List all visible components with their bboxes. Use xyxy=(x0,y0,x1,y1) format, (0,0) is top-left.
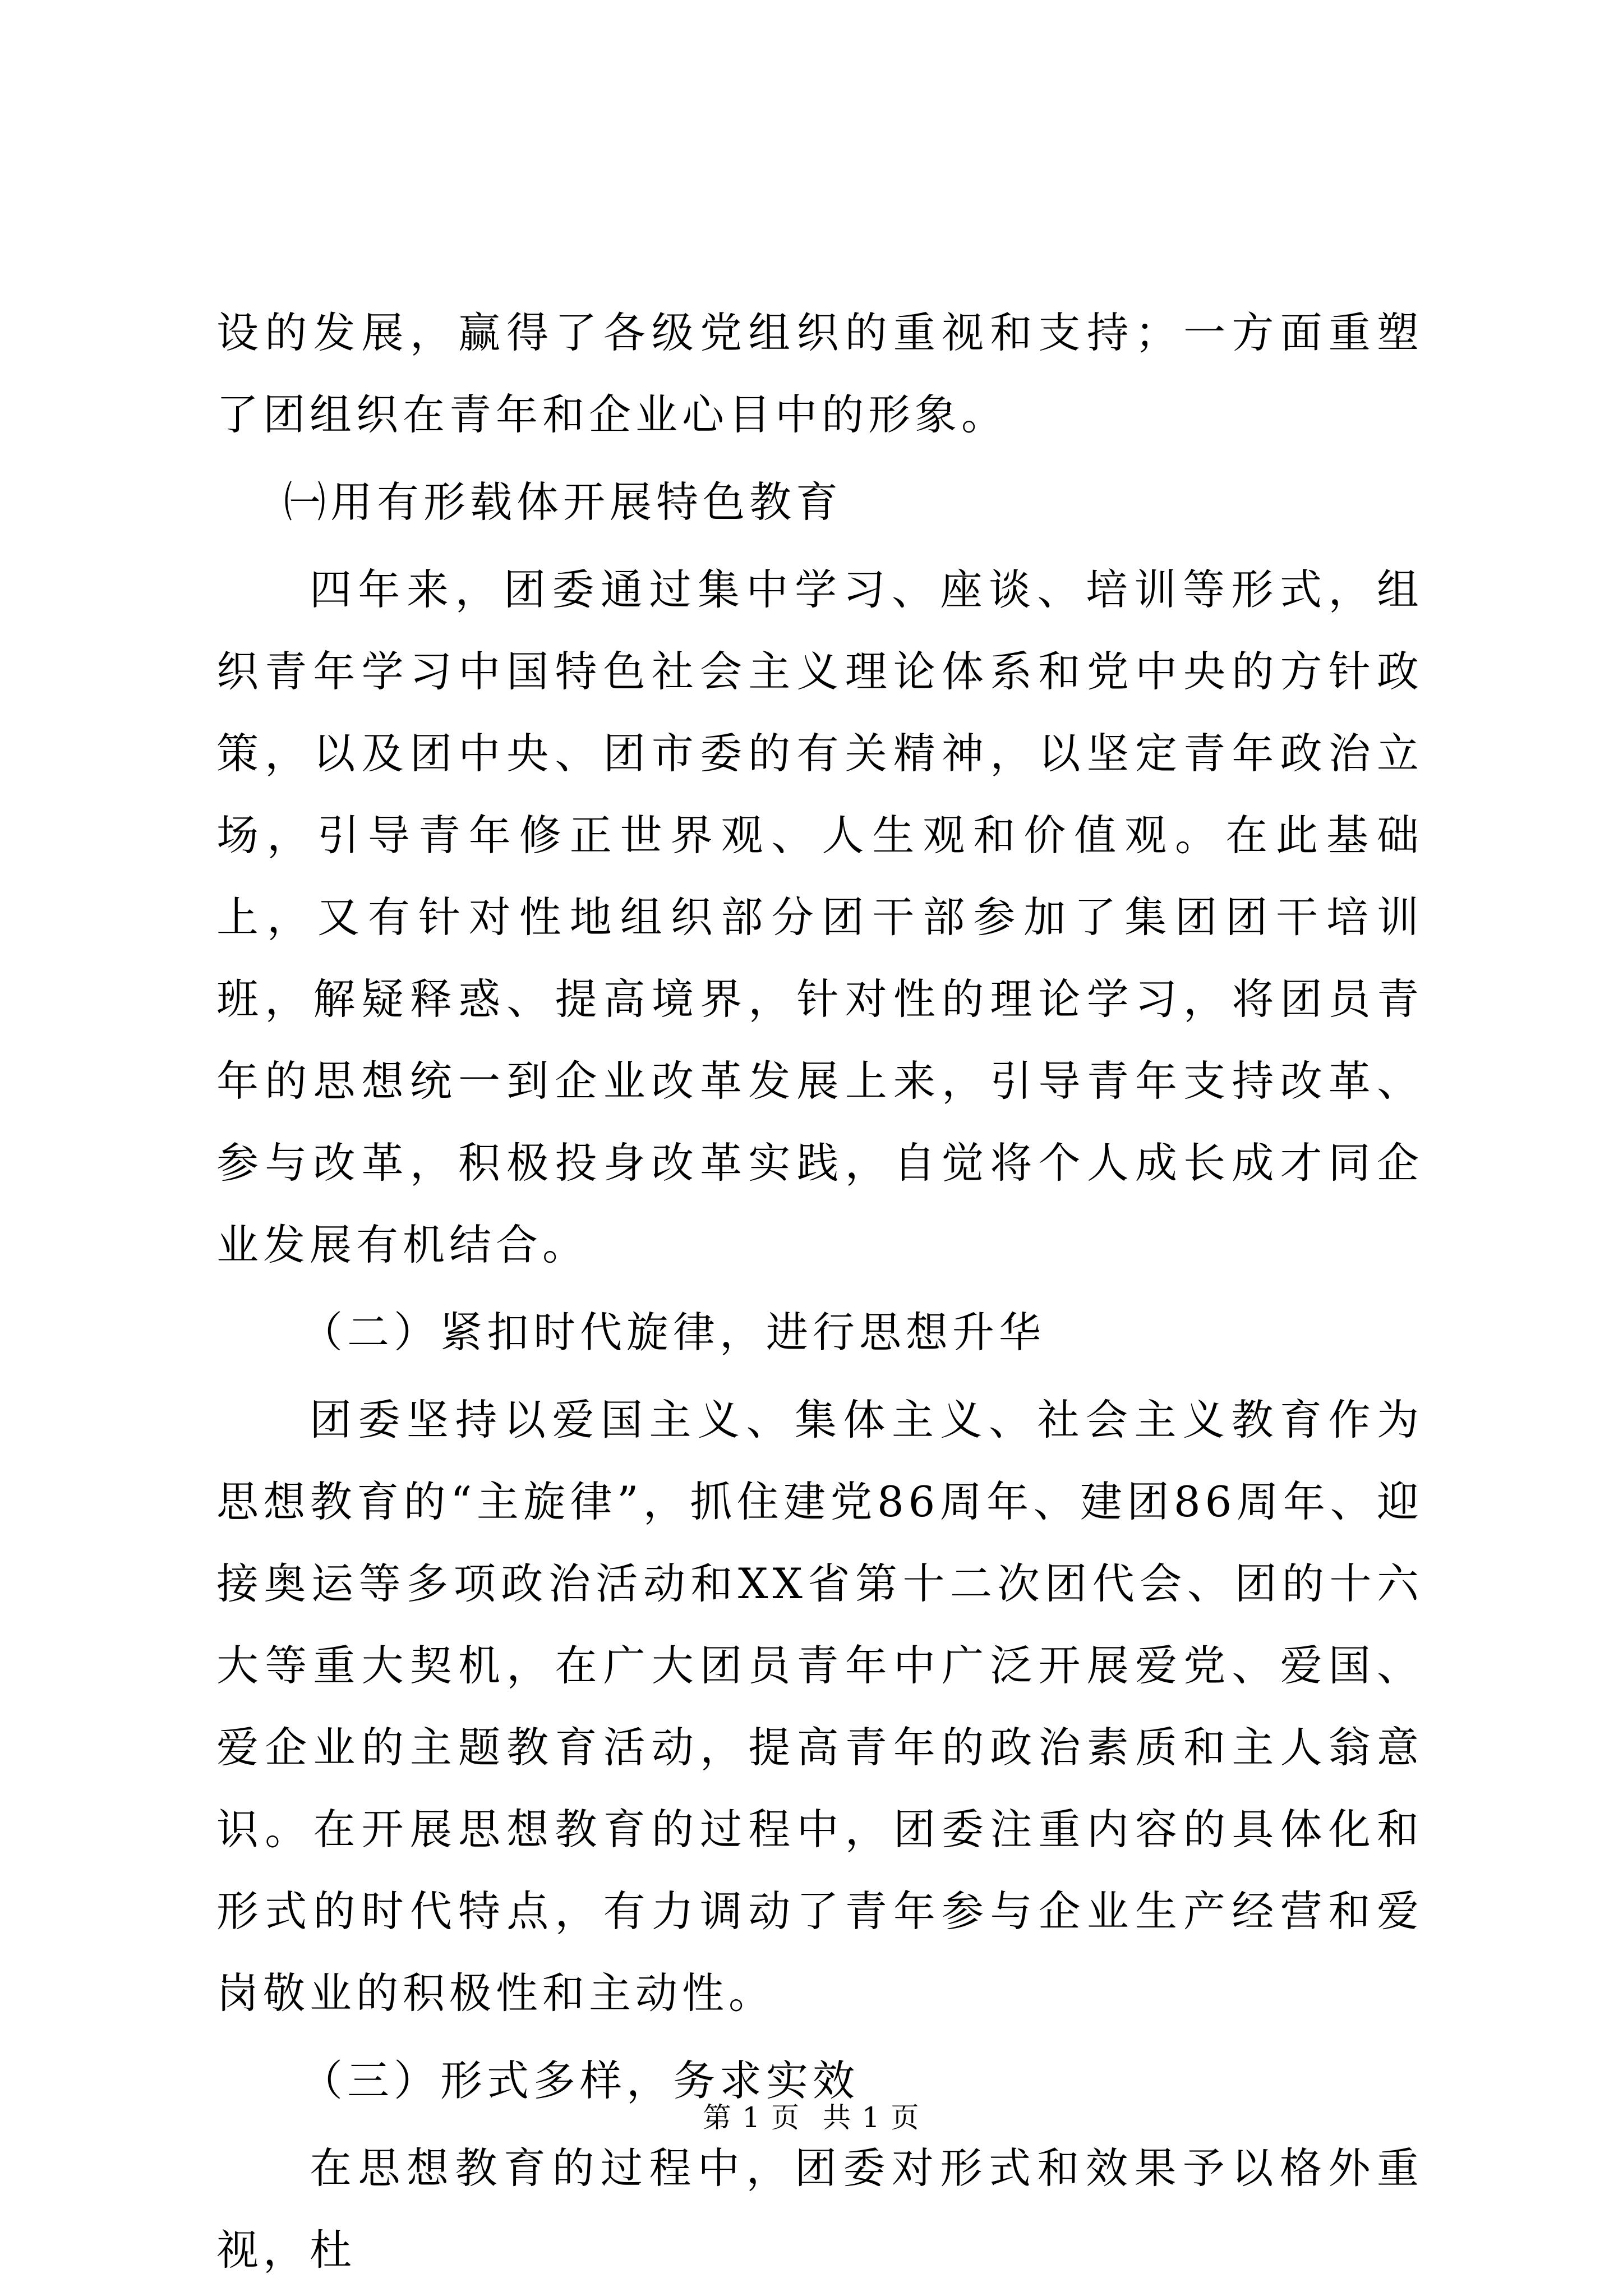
section-heading-2: （二）紧扣时代旋律，进行思想升华 xyxy=(301,1308,1046,1357)
page-footer xyxy=(0,2101,1623,2134)
page-total: 共 1 页 xyxy=(822,2101,920,2134)
paragraph-1: 四年来，团委通过集中学习、座谈、培训等形式，组织青年学习中国特色社会主义理论体系和党中央的方针政策，以及团中央、团市委的有关精神，以坚定青年政治立场，引导青年修正世界观、人生观和价值观。在此基础上，又有针对性地组织部分团干部参加了集团团干培训班，解疑释惑、提高境界，针对性的理论学习，将团员青年的思想统一到企业改革发展上来，引导青年支持改革、参与改革，积极投身改革实践，自觉将个人成长成才同企业发展有机结合。 xyxy=(216,565,1423,1269)
paragraph-3: 在思想教育的过程中，团委对形式和效果予以格外重视，杜 xyxy=(216,2143,1423,2275)
section-heading-3: （三）形式多样，务求实效 xyxy=(301,2056,860,2105)
page-number: 第 1 页 xyxy=(703,2101,801,2134)
document-body xyxy=(216,292,1423,2291)
paragraph-continued: 设的发展，赢得了各级党组织的重视和支持；一方面重塑了团组织在青年和企业心目中的形象。 xyxy=(216,308,1423,439)
section-heading-1: ㈠用有形载体开展特色教育 xyxy=(284,477,843,527)
paragraph-2: 团委坚持以爱国主义、集体主义、社会主义教育作为思想教育的“主旋律”，抓住建党86周年、建团86周年、迎接奥运等多项政治活动和XX省第十二次团代会、团的十六大等重大契机，在广大团员青年中广泛开展爱党、爱国、爱企业的主题教育活动，提高青年的政治素质和主人翁意识。在开展思想教育的过程中，团委注重内容的具体化和形式的时代特点，有力调动了青年参与企业生产经营和爱岗敬业的积极性和主动性。 xyxy=(216,1395,1423,2018)
